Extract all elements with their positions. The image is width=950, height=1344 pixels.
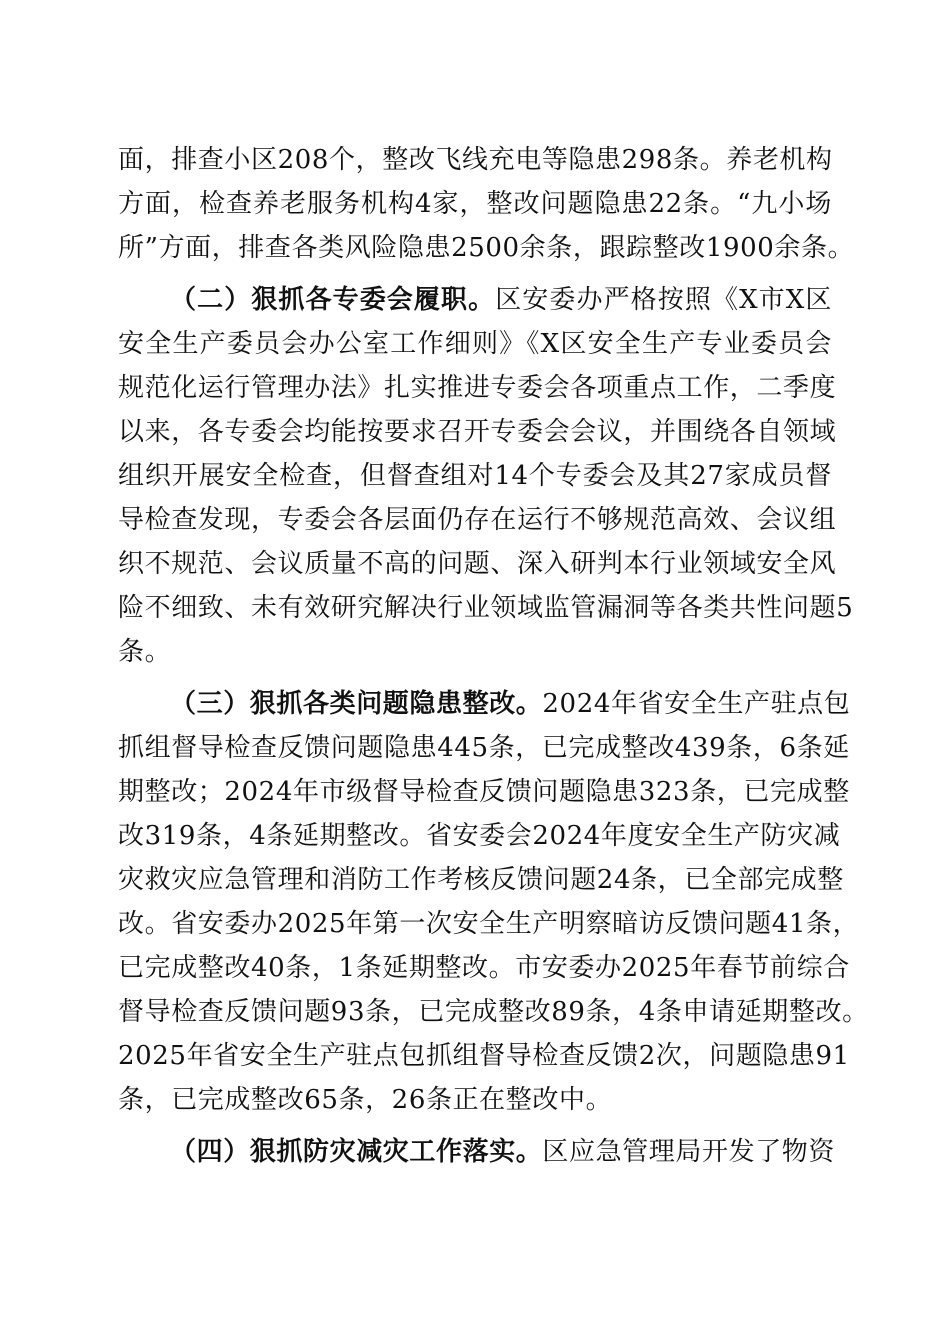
text-line: 所”方面，排查各类风险隐患2500余条，跟踪整改1900余条。 xyxy=(118,233,855,263)
section-4-heading: （四）狠抓防灾减灾工作落实。 xyxy=(170,1137,543,1167)
text-line: 改319条，4条延期整改。省安委会2024年度安全生产防灾减 xyxy=(118,821,841,851)
text-line: 以来，各专委会均能按要求召开专委会会议，并围绕各自领域 xyxy=(118,417,837,447)
text-line: 规范化运行管理办法》扎实推进专委会各项重点工作，二季度 xyxy=(118,373,837,403)
text-line: 条，已完成整改65条，26条正在整改中。 xyxy=(118,1085,613,1115)
text-line: 灾救灾应急管理和消防工作考核反馈问题24条，已全部完成整 xyxy=(118,865,844,895)
section-4 xyxy=(118,1130,836,1174)
text-line: 织不规范、会议质量不高的问题、深入研判本行业领域安全风 xyxy=(118,549,837,579)
section-4-first-line xyxy=(118,1130,836,1174)
text-line: 方面，检查养老服务机构4家，整改问题隐患22条。“九小场 xyxy=(118,189,832,219)
text-line: 改。省安委办2025年第一次安全生产明察暗访反馈问题41条， xyxy=(118,909,860,939)
text-run: 2024年省安全生产驻点包 xyxy=(542,689,851,719)
text-line: 条。 xyxy=(118,637,172,667)
text-line: 险不细致、未有效研究解决行业领域监管漏洞等各类共性问题5 xyxy=(118,593,854,623)
text-run: 区应急管理局开发了物资 xyxy=(542,1137,836,1167)
section-2-first-line xyxy=(118,278,832,322)
section-3-first-line xyxy=(118,682,851,726)
text-line: 抓组督导检查反馈问题隐患445条，已完成整改439条，6条延 xyxy=(118,733,850,763)
section-2 xyxy=(118,278,854,674)
text-line: 督导检查反馈问题93条，已完成整改89条，4条申请延期整改。 xyxy=(118,997,869,1027)
section-3 xyxy=(118,682,869,1122)
text-line: 期整改；2024年市级督导检查反馈问题隐患323条，已完成整 xyxy=(118,777,850,807)
paragraph-intro xyxy=(118,138,855,270)
text-line: 面，排查小区208个，整改飞线充电等隐患298条。养老机构 xyxy=(118,145,833,175)
text-line: 2025年省安全生产驻点包抓组督导检查反馈2次，问题隐患91 xyxy=(118,1041,850,1071)
document-body xyxy=(118,138,869,1174)
section-2-heading: （二）狠抓各专委会履职。 xyxy=(170,285,496,315)
text-line: 已完成整改40条，1条延期整改。市安委办2025年春节前综合 xyxy=(118,953,850,983)
text-line: 导检查发现，专委会各层面仍存在运行不够规范高效、会议组 xyxy=(118,505,837,535)
section-3-heading: （三）狠抓各类问题隐患整改。 xyxy=(170,689,543,719)
text-line: 安全生产委员会办公室工作细则》《X区安全生产专业委员会 xyxy=(118,329,832,359)
text-line: 组织开展安全检查，但督查组对14个专委会及其27家成员督 xyxy=(118,461,832,491)
text-run: 区安委办严格按照《X市X区 xyxy=(495,285,832,315)
